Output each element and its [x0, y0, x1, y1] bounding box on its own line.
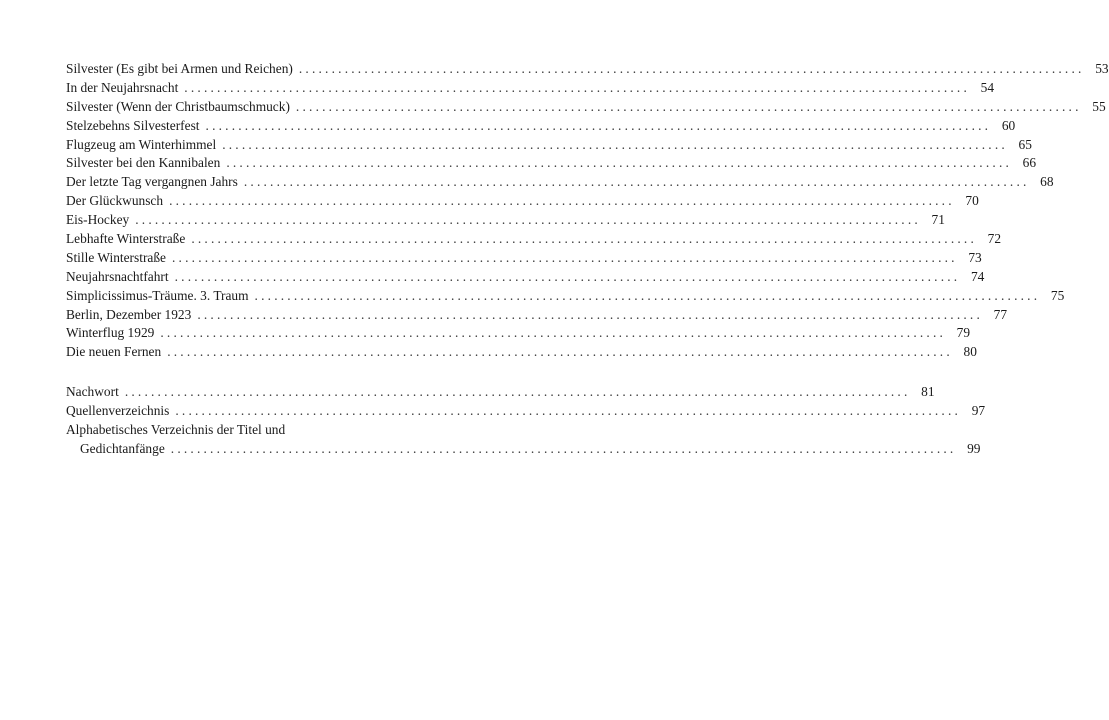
dot-leader: ........................................................................................................................: [191, 231, 978, 247]
toc-entry-title: Simplicissimus-Träume. 3. Traum: [66, 287, 249, 303]
dot-leader: ........................................................................................................................: [167, 344, 953, 360]
toc-entry: [66, 173, 1054, 192]
toc-entry-line2: [66, 440, 981, 459]
toc-entry: [66, 287, 1065, 306]
toc-entry-page: 70: [965, 193, 979, 209]
toc-entry-title: Flugzeug am Winterhimmel: [66, 136, 217, 152]
toc-entry-title: Der Glückwunsch: [66, 193, 164, 209]
toc-entry-page: 55: [1092, 98, 1106, 114]
toc-entry-page: 77: [993, 306, 1008, 322]
toc-entry-page: 73: [968, 249, 982, 265]
dot-leader: ........................................................................................................................: [124, 384, 911, 400]
toc-entry-title: In der Neujahrsnacht: [66, 79, 179, 95]
toc-entry-title: Der letzte Tag vergangnen Jahrs: [66, 174, 238, 190]
toc-entry-title-line2: Gedichtanfänge: [80, 440, 165, 456]
dot-leader: ........................................................................................................................: [174, 268, 961, 284]
toc-entry-title: Silvester (Wenn der Christbaumschmuck): [66, 98, 290, 114]
toc-group-poems: [66, 60, 1109, 362]
toc-entry: [66, 136, 1032, 155]
dot-leader: ........................................................................................................................: [184, 79, 971, 95]
toc-entry-title: Lebhafte Winterstraße: [66, 231, 186, 247]
toc-entry-title: Quellenverzeichnis: [66, 403, 170, 419]
toc-entry-page: 71: [931, 212, 945, 228]
toc-group-appendix: [66, 383, 986, 459]
toc-entry-title: Winterflug 1929: [66, 325, 155, 341]
toc-entry-page: 75: [1050, 287, 1065, 303]
toc-entry-title-line1: Alphabetisches Verzeichnis der Titel und: [66, 422, 286, 438]
toc-entry-page: 66: [1022, 155, 1037, 171]
toc-entry: [66, 192, 979, 211]
toc-entry-page: 60: [1001, 117, 1016, 133]
section-spacer: [66, 362, 402, 383]
dot-leader: ........................................................................................................................: [295, 98, 1082, 114]
toc-entry: [66, 383, 935, 402]
toc-entry: [66, 60, 1109, 79]
toc-entry-page: 72: [987, 231, 1002, 247]
toc-entry-page: 79: [956, 325, 971, 341]
toc-entry: [66, 79, 995, 98]
toc-entry-title: Berlin, Dezember 1923: [66, 306, 192, 322]
dot-leader: ........................................................................................................................: [169, 193, 955, 209]
toc-entry: [66, 343, 977, 362]
dot-leader: ........................................................................................................................: [222, 136, 1008, 152]
toc-entry-page: 53: [1095, 61, 1109, 76]
dot-leader: ........................................................................................................................: [160, 325, 947, 341]
toc-entry: [66, 324, 971, 343]
toc-entry-page: 65: [1018, 136, 1032, 152]
dot-leader: ........................................................................................................................: [243, 174, 1030, 190]
toc-entry-title: Stille Winterstraße: [66, 249, 166, 265]
dot-leader: ........................................................................................................................: [197, 306, 984, 322]
dot-leader: ........................................................................................................................: [172, 249, 958, 265]
table-of-contents: [66, 60, 1109, 459]
toc-entry: [66, 230, 1002, 249]
dot-leader: ........................................................................................................................: [298, 61, 1085, 76]
dot-leader: ........................................................................................................................: [205, 117, 992, 133]
toc-entry-title: Silvester (Es gibt bei Armen und Reichen): [66, 61, 293, 76]
toc-entry-title: Eis-Hockey: [66, 212, 130, 228]
toc-entry: [66, 117, 1016, 136]
toc-entry: [66, 268, 985, 287]
toc-entry: [66, 211, 945, 230]
toc-entry-page: 54: [980, 79, 995, 95]
toc-entry: [66, 402, 986, 421]
toc-entry-title: Stelzebehns Silvesterfest: [66, 117, 200, 133]
toc-entry-page: 99: [967, 440, 981, 456]
toc-entry-page: 80: [963, 344, 977, 360]
dot-leader: ........................................................................................................................: [170, 440, 957, 456]
toc-entry: [66, 249, 982, 268]
toc-entry: [66, 154, 1037, 173]
toc-entry: [66, 306, 1008, 325]
toc-entry-page: 68: [1040, 174, 1054, 190]
toc-entry-title: Neujahrsnachtfahrt: [66, 268, 169, 284]
dot-leader: ........................................................................................................................: [226, 155, 1013, 171]
dot-leader: ........................................................................................................................: [135, 212, 921, 228]
toc-entry-index: [66, 421, 981, 459]
toc-entry: [66, 98, 1106, 117]
toc-entry-title: Die neuen Fernen: [66, 344, 162, 360]
toc-entry-page: 74: [970, 268, 985, 284]
toc-entry-page: 81: [921, 384, 935, 400]
toc-entry-title: Silvester bei den Kannibalen: [66, 155, 221, 171]
toc-entry-title: Nachwort: [66, 384, 119, 400]
dot-leader: ........................................................................................................................: [254, 287, 1041, 303]
toc-entry-page: 97: [971, 403, 986, 419]
dot-leader: ........................................................................................................................: [175, 403, 962, 419]
